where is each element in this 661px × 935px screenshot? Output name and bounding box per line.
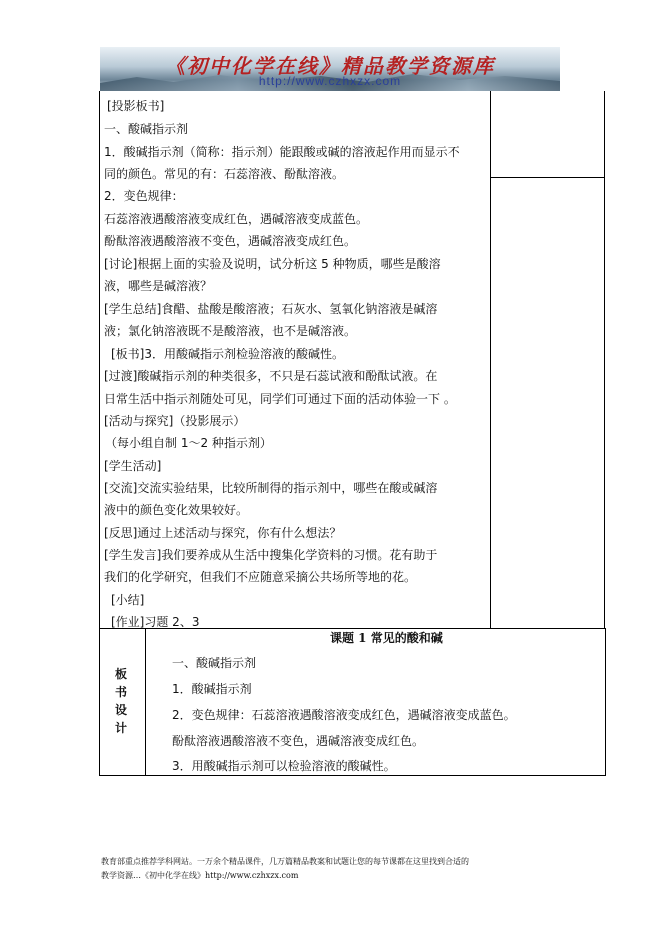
content-line: 我们的化学研究，但我们不应随意采摘公共场所等地的花。 [104,570,417,584]
banner-url[interactable]: http://www.czhxzx.com [258,74,402,88]
board-label-4: 计 [115,721,128,735]
board-label-3: 设 [115,703,128,717]
board-heading: 课题 1 常见的酸和碱 [330,631,443,645]
content-line: 同的颜色。常见的有：石蕊溶液、酚酞溶液。 [104,167,345,181]
content-line: 液；氯化钠溶液既不是酸溶液，也不是碱溶液。 [104,324,357,338]
board-line-2: 1．酸碱指示剂 [172,682,252,696]
content-line: [过渡]酸碱指示剂的种类很多，不只是石蕊试液和酚酞试液。在 [104,369,438,383]
content-line: [学生总结]食醋、盐酸是酸溶液；石灰水、氢氧化钠溶液是碱溶 [104,302,438,316]
board-line-4: 酚酞溶液遇酸溶液不变色，遇碱溶液变成红色。 [172,734,425,748]
board-label-1: 板 [115,667,128,681]
board-line-1: 一、酸碱指示剂 [172,656,257,670]
content-line: [讨论]根据上面的实验及说明，试分析这 5 种物质，哪些是酸溶 [104,257,441,271]
board-label-2: 书 [115,685,128,699]
content-line: [学生活动] [104,459,162,473]
content-line: [作业]习题 2、3 [111,615,200,629]
page-footer [101,855,469,883]
content-line: 酚酞溶液遇酸溶液不变色，遇碱溶液变成红色。 [104,234,357,248]
content-line: [交流]交流实验结果，比较所制得的指示剂中，哪些在酸或碱溶 [104,481,438,495]
content-line: [反思]通过上述活动与探究，你有什么想法？ [104,526,342,540]
content-line: 日常生活中指示剂随处可见，同学们可通过下面的活动体验一下 。 [104,392,456,406]
content-line: [板书]3．用酸碱指示剂检验溶液的酸碱性。 [111,347,344,361]
footer-line-1: 教育部重点推荐学科网站。一万余个精品课件，几万篇精品教案和试题让您的每节课都在这里找到合适的 [101,857,469,866]
content-line: [活动与探究]（投影展示） [104,414,246,428]
board-design-table [99,628,606,776]
content-line: [学生发言]我们要养成从生活中搜集化学资料的习惯。花有助于 [104,548,438,562]
footer-line-2: 教学资源…《初中化学在线》http://www.czhxzx.com [101,871,299,880]
content-line: 石蕊溶液遇酸溶液变成红色，遇碱溶液变成蓝色。 [104,212,369,226]
header-banner [100,47,560,91]
content-line: 液中的颜色变化效果较好。 [104,503,249,517]
content-line: 液，哪些是碱溶液？ [104,279,213,293]
board-line-5: 3．用酸碱指示剂可以检验溶液的酸碱性。 [172,759,396,773]
right-column-border [604,91,605,629]
right-column-divider [490,177,605,178]
content-line: 1．酸碱指示剂（简称：指示剂）能跟酸或碱的溶液起作用而显示不 [104,145,460,159]
content-line: 一、酸碱指示剂 [104,122,189,136]
content-line: [小结] [111,593,145,607]
content-line: [投影板书] [107,99,165,113]
board-line-3: 2．变色规律：石蕊溶液遇酸溶液变成红色，遇碱溶液变成蓝色。 [172,708,516,722]
content-line: （每小组自制 1～2 种指示剂） [105,436,272,450]
banner-title: 《初中化学在线》精品教学资源库 [165,54,495,78]
board-label-divider [145,629,146,775]
content-line: 2．变色规律： [104,189,184,203]
